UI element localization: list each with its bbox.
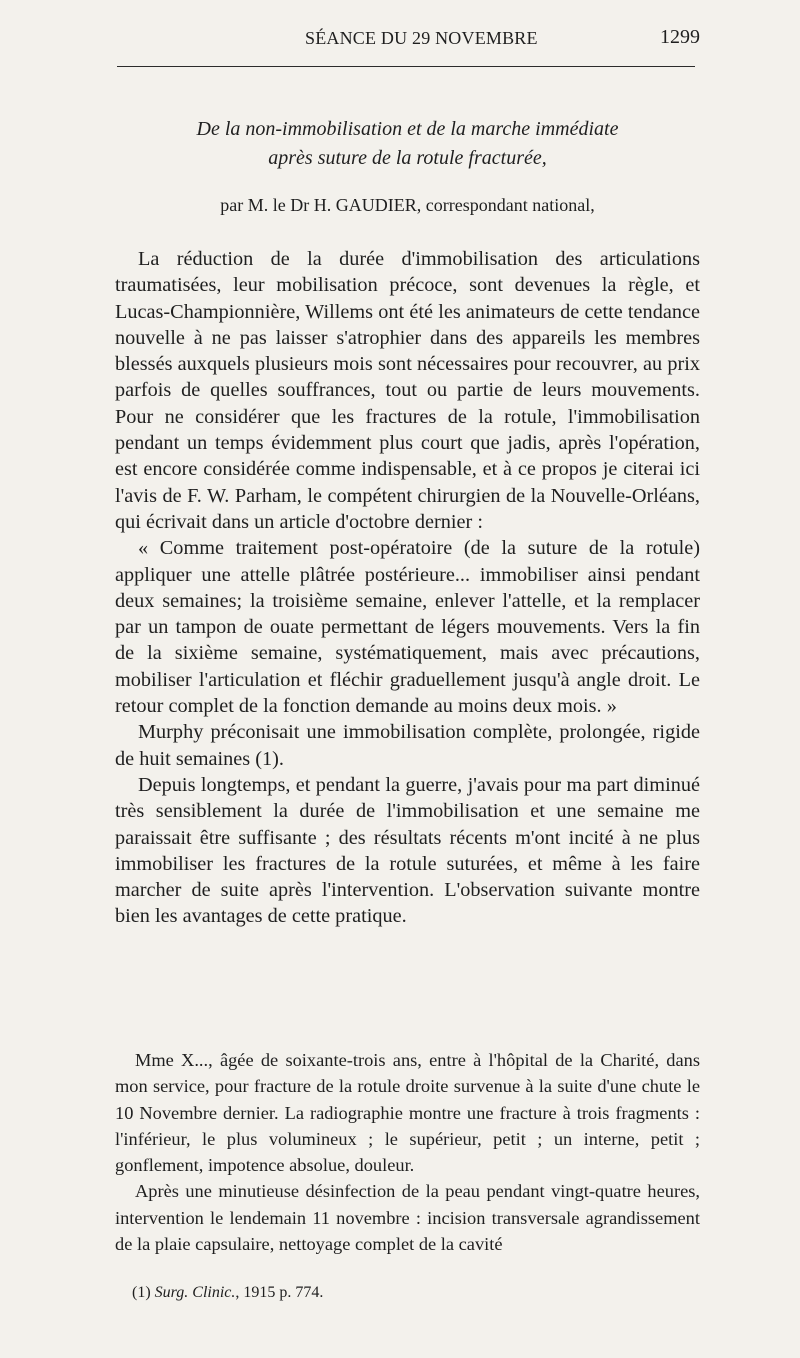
footnote-reference: , 1915 p. 774. [235, 1284, 324, 1301]
footnote-marker: (1) [132, 1284, 151, 1301]
footnote-journal: Surg. Clinic. [154, 1284, 236, 1301]
body-paragraph: Murphy préconisait une immobilisation complète, prolongée, rigide de huit semaines (1). [115, 721, 700, 770]
body-paragraph: La réduction de la durée d'immobilisation des articulations traumatisées, leur mobilisation précoce, sont devenues la règle, et Lucas-Championnière, Willems ont été les animateurs de cette tendance nouvelle à ne pas laisser s'atrophier dans des appareils les membres blessés auxquels plusieurs mois sont nécessaires pour recouvrer, au prix parfois de quelles souffrances, tout ou partie de leurs mouvements. Pour ne considérer que les fractures de la rotule, l'immobilisation pendant un temps évidemment plus court que jadis, après l'opération, est encore considérée comme indispensable, et à ce propos je citerai ici l'avis de F. W. Parham, le compétent chirurgien de la Nouvelle-Orléans, qui écrivait dans un article d'octobre dernier : [115, 248, 700, 533]
header-rule [117, 66, 695, 67]
body-paragraph: « Comme traitement post-opératoire (de la suture de la rotule) appliquer une attelle plâtrée postérieure... immobiliser ainsi pendant deux semaines; la troisième semaine, enlever l'attelle, et la remplacer par un tampon de ouate permettant de légers mouvements. Vers la fin de la sixième semaine, systématiquement, mais avec précautions, mobiliser l'articulation et fléchir graduellement jusqu'à angle droit. Le retour complet de la fonction demande au moins deux mois. » [115, 537, 700, 718]
case-observation [115, 1047, 700, 1257]
observation-paragraph: Après une minutieuse désinfection de la peau pendant vingt-quatre heures, intervention le lendemain 11 novembre : incision transversale agrandissement de la plaie capsulaire, nettoyage complet de la cavité [115, 1181, 700, 1255]
article-title-line-1: De la non-immobilisation et de la marche immédiate [196, 118, 619, 140]
article-title [115, 115, 700, 173]
footnote [132, 1282, 692, 1304]
body-paragraph: Depuis longtemps, et pendant la guerre, j'avais pour ma part diminué très sensiblement la durée de l'immobilisation et une semaine me paraissait être suffisante ; des résultats récents m'ont incité à ne plus immobiliser les fractures de la rotule suturées, et même à les faire marcher de suite après l'intervention. L'observation suivante montre bien les avantages de cette pratique. [115, 773, 700, 928]
running-head [115, 26, 700, 52]
author-byline: par M. le Dr H. GAUDIER, correspondant national, [220, 195, 595, 215]
article-title-line-2: après suture de la rotule fracturée, [268, 147, 547, 169]
page-number: 1299 [660, 26, 700, 48]
running-title: SÉANCE DU 29 NOVEMBRE [305, 28, 538, 48]
article-body [115, 246, 700, 930]
observation-paragraph: Mme X..., âgée de soixante-trois ans, entre à l'hôpital de la Charité, dans mon service, pour fracture de la rotule droite survenue à la suite d'une chute le 10 Novembre dernier. La radiographie montre une fracture à trois fragments : l'inférieur, le plus volumineux ; le supérieur, petit ; un interne, petit ; gonflement, impotence absolue, douleur. [115, 1050, 700, 1176]
